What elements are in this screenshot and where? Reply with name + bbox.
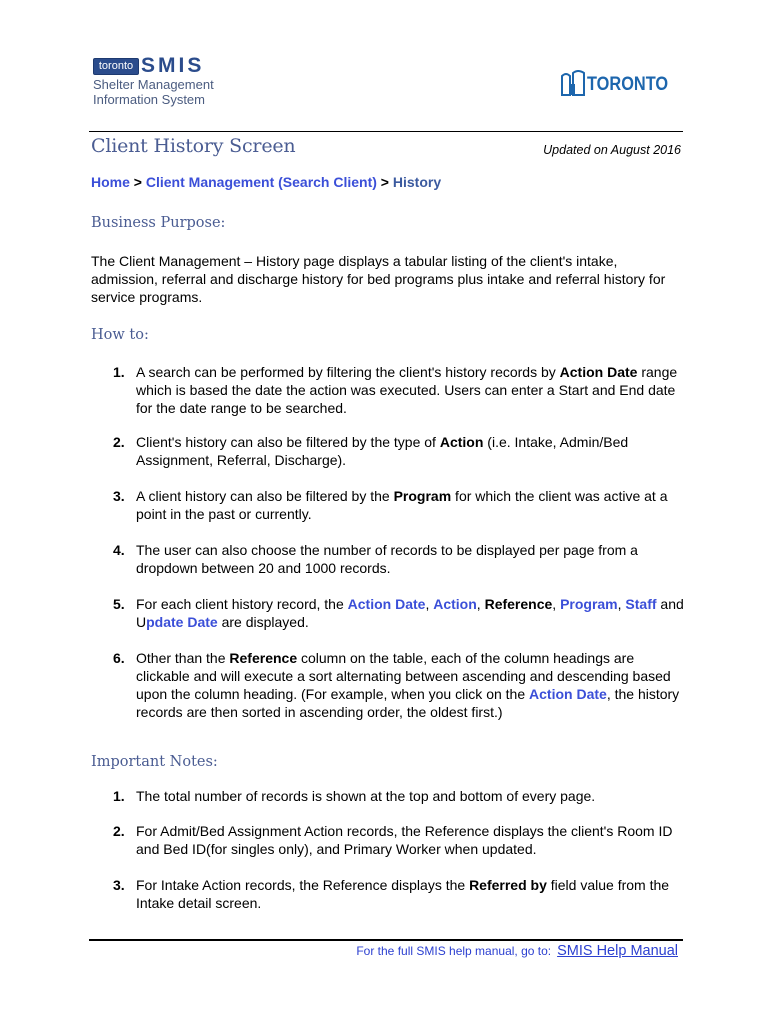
field-name: Program	[393, 488, 452, 504]
field-name: Reference	[229, 650, 298, 666]
column-name: Action	[433, 596, 477, 612]
page-title: Client History Screen	[91, 135, 296, 157]
list-item-number: 1.	[113, 788, 125, 804]
breadcrumb	[91, 174, 441, 190]
column-name: pdate Date	[146, 614, 218, 630]
text-run: field value from the Intake detail screen.	[136, 877, 670, 911]
list-item-text	[136, 433, 684, 469]
list-item-text	[136, 595, 684, 631]
column-name: Staff	[625, 596, 657, 612]
field-name: Referred by	[469, 877, 547, 893]
list-item-number: 5.	[113, 596, 125, 612]
text-run: The total number of records is shown at the top and bottom of every page.	[136, 788, 596, 804]
field-name: Action Date	[559, 364, 638, 380]
smis-logo-line1: Shelter Management	[93, 77, 214, 92]
column-name: Action Date	[529, 686, 607, 702]
text-run: (i.e. Intake, Admin/Bed Assignment, Referral, Discharge).	[136, 434, 629, 468]
text-run: column on the table, each of the column headings are clickable and will execute a sort alternating between ascending and descending based upon the column heading. (For example, when you click on the	[136, 650, 671, 702]
list-item-text	[136, 649, 684, 721]
list-item-number: 3.	[113, 488, 125, 504]
list-item-text	[136, 787, 684, 805]
how-to-heading: How to:	[91, 327, 149, 343]
text-run: range which is based the date the action was executed. Users can enter a Start and End date for the date range to be searched.	[136, 364, 678, 416]
breadcrumb-client-management[interactable]: Client Management (Search Client)	[145, 174, 377, 190]
text-run: A search can be performed by filtering the client's history records by	[136, 364, 560, 380]
footer-text: For the full SMIS help manual, go to:	[356, 944, 552, 958]
list-item-text	[136, 541, 684, 577]
list-item-text	[136, 487, 684, 523]
breadcrumb-current: History	[392, 174, 442, 190]
text-run: The user can also choose the number of records to be displayed per page from a dropdown between 20 and 1000 records.	[136, 542, 638, 576]
text-run: ,	[617, 596, 626, 612]
smis-logo-line2: Information System	[93, 92, 205, 107]
text-run: Other than the	[136, 650, 230, 666]
text-run: and U	[136, 596, 684, 630]
text-run: are displayed.	[217, 614, 309, 630]
text-run: For Admit/Bed Assignment Action records, the Reference displays the client's Room ID and Bed ID(for singles only), and Primary Worker when updated.	[136, 823, 673, 857]
column-name: Action Date	[347, 596, 426, 612]
list-item-number: 1.	[113, 364, 125, 380]
text-run: ,	[425, 596, 434, 612]
text-run: for which the client was active at a point in the past or currently.	[136, 488, 668, 522]
field-name: Reference	[484, 596, 553, 612]
text-run: For each client history record, the	[136, 596, 348, 612]
toronto-wordmark: TORONTO	[587, 74, 669, 95]
text-run: Client's history can also be filtered by the type of	[136, 434, 440, 450]
business-purpose-heading: Business Purpose:	[91, 215, 226, 231]
footer-rule	[89, 939, 683, 941]
field-name: Action	[439, 434, 484, 450]
important-notes-heading: Important Notes:	[91, 754, 218, 770]
list-item-text	[136, 363, 684, 417]
toronto-logo-mark: toronto	[93, 58, 139, 75]
business-purpose-text: The Client Management – History page displays a tabular listing of the client's intake, admission, referral and discharge history for bed programs plus intake and referral history for service programs.	[91, 253, 666, 305]
list-item-text	[136, 822, 684, 858]
smis-logo: SMIS	[141, 54, 205, 77]
list-item-text	[136, 876, 684, 912]
text-run: A client history can also be filtered by the	[136, 488, 394, 504]
list-item-number: 2.	[113, 434, 125, 450]
text-run: For Intake Action records, the Reference displays the	[136, 877, 470, 893]
column-name: Program	[560, 596, 618, 612]
text-run: , the history records are then sorted in ascending order, the oldest first.)	[136, 686, 680, 720]
updated-date: Updated on August 2016	[543, 143, 681, 157]
list-item-number: 4.	[113, 542, 125, 558]
list-item-number: 3.	[113, 877, 125, 893]
list-item-number: 2.	[113, 823, 125, 839]
footer	[356, 943, 678, 959]
city-hall-icon	[561, 70, 585, 96]
breadcrumb-home[interactable]: Home	[91, 174, 130, 190]
list-item-number: 6.	[113, 650, 125, 666]
header-rule	[89, 131, 683, 132]
text-run: ,	[476, 596, 485, 612]
text-run: ,	[552, 596, 561, 612]
breadcrumb-separator: >	[376, 174, 393, 190]
breadcrumb-separator: >	[129, 174, 146, 190]
smis-help-manual-link[interactable]: SMIS Help Manual	[557, 943, 678, 959]
